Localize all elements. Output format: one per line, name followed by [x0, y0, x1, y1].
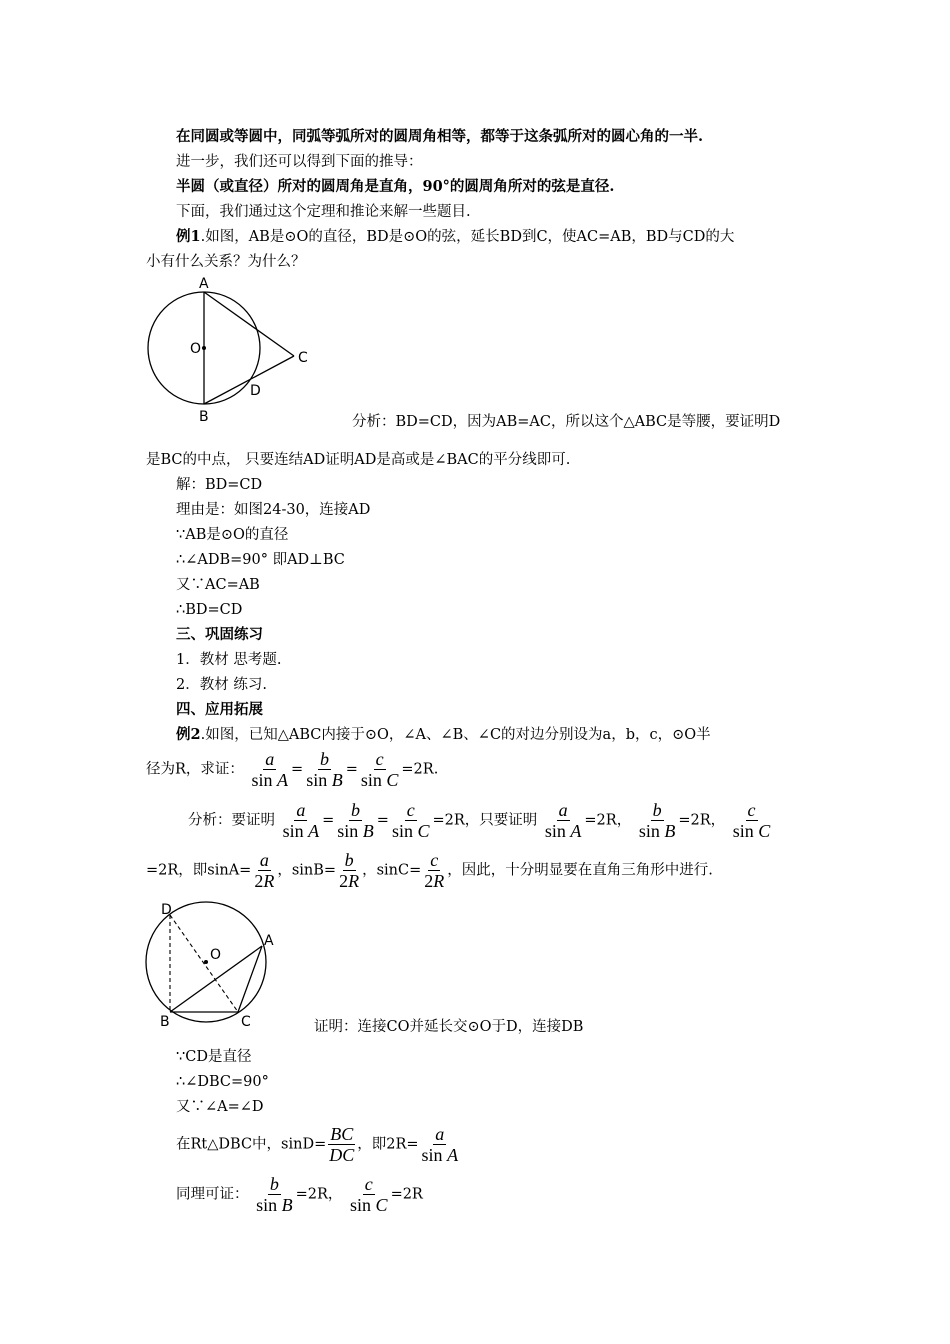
- fig1-segment-bc: [204, 356, 294, 404]
- proof-step4: 在Rt△DBC中，sinD= $\frac{BC}{DC}$ ，即2R= $\frac{a}{\text{sin A}}$: [176, 1124, 459, 1165]
- example1-line1: [176, 228, 734, 246]
- fraction-a-sinA: $\frac{a}{\text{sin A}}$: [544, 800, 582, 841]
- fraction-a-sinA: $\frac{a}{\text{sin A}}$: [251, 749, 289, 790]
- step1: ∵AB是⊙O的直径: [176, 527, 289, 543]
- proof-intro: 证明：连接CO并延长交⊙O于D，连接DB: [314, 1019, 584, 1035]
- equals: =: [291, 761, 304, 778]
- fraction-a-2R: $\frac{a}{2R}$: [254, 850, 275, 891]
- fraction-b-sinB: $\frac{b}{\text{sin B}}$: [638, 800, 676, 841]
- fig2-label-o: O: [210, 947, 222, 963]
- fig1-label-c: C: [298, 350, 308, 366]
- ex2-prefix: 径为R，求证：: [146, 761, 244, 778]
- fig1-label-d: D: [250, 383, 261, 399]
- example2-text: .如图，已知△ABC内接于⊙O，∠A、∠B、∠C的对边分别设为a，b，c，⊙O半: [200, 727, 711, 743]
- proof-step3: 又∵∠A=∠D: [176, 1099, 264, 1115]
- fraction-b-2R: $\frac{b}{2R}$: [339, 850, 360, 891]
- para-intro-examples: 下面，我们通过这个定理和推论来解一些题目.: [176, 204, 471, 220]
- fig2-label-c: C: [241, 1014, 251, 1030]
- fraction-c-sinC: $\frac{c}{\text{sin C}}$: [732, 800, 771, 841]
- example2-line1: [176, 726, 711, 744]
- theorem-text: 在同圆或等圆中，同弧等弧所对的圆周角相等，都等于这条弧所对的圆心角的一半.: [176, 128, 704, 145]
- fraction-c-sinC: $\frac{c}{\text{sin C}}$: [350, 1174, 388, 1215]
- fig2-label-d: D: [161, 902, 172, 918]
- section-4-heading: 四、应用拓展: [176, 701, 263, 718]
- fraction-b-sinB: $\frac{b}{\text{sin B}}$: [306, 749, 343, 790]
- fraction-c-sinC: $\frac{c}{\text{sin C}}$: [360, 749, 399, 790]
- fig1-label-b: B: [199, 409, 209, 425]
- example1-line2: 小有什么关系？为什么？: [146, 254, 306, 270]
- exercise-b: 2．教材 练习.: [176, 677, 267, 693]
- corollary-text: 半圆（或直径）所对的圆周角是直角，90°的圆周角所对的弦是直径.: [176, 178, 615, 195]
- fig1-center-dot: [202, 346, 206, 350]
- step4: ∴BD=CD: [176, 602, 243, 618]
- example2-label: 例2: [176, 726, 201, 743]
- fraction-a-sinA: $\frac{a}{\text{sin A}}$: [282, 800, 320, 841]
- fig1-label-o: O: [190, 341, 202, 357]
- equals-2r: =2R.: [401, 761, 439, 778]
- exercise-a: 1．教材 思考题.: [176, 652, 282, 668]
- fig2-label-a: A: [264, 933, 274, 949]
- proof-step1: ∵CD是直径: [176, 1049, 252, 1065]
- fig2-center-dot: [204, 960, 208, 964]
- reason1: 理由是：如图24-30，连接AD: [176, 502, 371, 518]
- figure-2-inscribed-triangle: [140, 898, 290, 1032]
- analysis1-line2: 是BC的中点， 只要连结AD证明AD是高或是∠BAC的平分线即可.: [146, 452, 571, 468]
- step2: ∴∠ADB=90° 即AD⊥BC: [176, 552, 345, 568]
- equals: =: [345, 761, 358, 778]
- solution1: 解：BD=CD: [176, 477, 263, 493]
- fig1-label-a: A: [199, 276, 209, 292]
- fig2-dashed-dc: [170, 915, 238, 1012]
- fraction-c-2R: $\frac{c}{2R}$: [424, 850, 445, 891]
- example1-text: .如图，AB是⊙O的直径，BD是⊙O的弦，延长BD到C，使AC=AB，BD与CD的大: [200, 229, 735, 245]
- step3: 又∵AC=AB: [176, 577, 260, 593]
- analysis2-line1: 分析：要证明 $\frac{a}{\text{sin A}}$ = $\frac{b}{\text{sin B}}$ = $\frac{c}{\text{sin C}}$ =2R，只要证明 $\frac{a}{\text{sin A}}$ =2R， $\frac{b}{\text{sin B}}$ =2R， $\frac{c}{\text{sin C}}$: [188, 800, 771, 841]
- fraction-c-sinC: $\frac{c}{\text{sin C}}$: [391, 800, 430, 841]
- fig2-label-b: B: [160, 1014, 170, 1030]
- example1-label: 例1: [176, 228, 201, 245]
- analysis1-line1: 分析：BD=CD，因为AB=AC，所以这个△ABC是等腰，要证明D: [352, 414, 781, 430]
- section-3-heading: 三、巩固练习: [176, 626, 263, 643]
- proof-step5: 同理可证： $\frac{b}{\text{sin B}}$ =2R， $\frac{c}{\text{sin C}}$ =2R: [176, 1174, 423, 1215]
- fraction-b-sinB: $\frac{b}{\text{sin B}}$: [256, 1174, 293, 1215]
- para-derivation: 进一步，我们还可以得到下面的推导：: [176, 154, 423, 170]
- fraction-a-sinA: $\frac{a}{\text{sin A}}$: [421, 1124, 459, 1165]
- proof-step2: ∴∠DBC=90°: [176, 1074, 269, 1090]
- fraction-bc-dc: $\frac{BC}{DC}$: [329, 1124, 355, 1165]
- fig1-segment-ac: [204, 292, 294, 356]
- example2-line2: [146, 749, 438, 790]
- analysis2-line2: =2R，即sinA= $\frac{a}{2R}$ ，sinB= $\frac{b}{2R}$ ，sinC= $\frac{c}{2R}$ ，因此，十分明显要在直角三角形中进行.: [146, 850, 713, 891]
- figure-1-circle-diagram: [140, 274, 320, 426]
- fraction-b-sinB: $\frac{b}{\text{sin B}}$: [337, 800, 374, 841]
